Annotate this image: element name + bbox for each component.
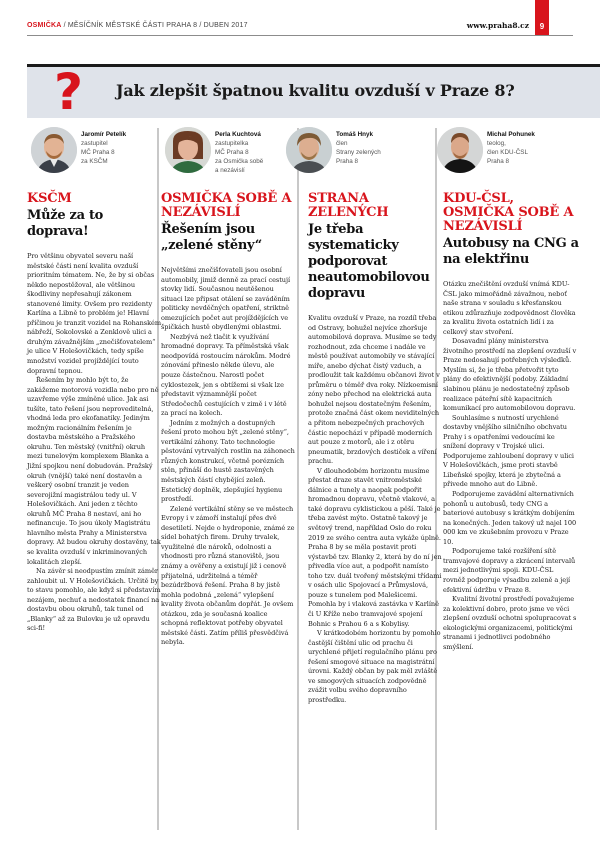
- question-title: Jak zlepšit špatnou kvalitu ovzduší v Praze 8?: [116, 81, 515, 100]
- author-info: [81, 130, 126, 166]
- author-info: [336, 130, 381, 166]
- article-headline: Je třeba systematicky podporovat neautomobilovou dopravu: [308, 222, 430, 301]
- author-role: MČ Praha 8: [215, 149, 249, 156]
- portrait-photo-icon: [437, 127, 483, 173]
- avatar: [165, 127, 211, 173]
- author-name: Perla Kuchtová: [215, 131, 261, 138]
- publication-line: [27, 22, 248, 29]
- paragraph: Souhlasíme s nutností urychlené dostavby vnějšího silničního obchvatu Prahy i s opatřeními vedoucími ke snížení dopravy v Trojské ulici. Podporujeme zahloubení dopravy v ulici V Holešovičkách, jsme proti stavbě Libeňské spojky, která je zbytečná a přivede mnoho aut do Libně.: [443, 413, 574, 489]
- paragraph: Otázku znečištění ovzduší vnímá KDU-ČSL jako mimořádně závažnou, neboť naše strana v souladu s křesťanskou etikou zdůrazňuje zodpovědnost člověka za kvalitu života ostatních lidí i za celkový stav stvoření.: [443, 280, 576, 336]
- author-role: a nezávislí: [215, 167, 245, 174]
- portrait-photo-icon: [286, 127, 332, 173]
- article-body: [161, 266, 299, 648]
- portrait-photo-icon: [31, 127, 77, 173]
- author-block: [443, 122, 581, 190]
- article-headline: Řešením jsou „zelené stěny“: [161, 222, 262, 253]
- paragraph: Na závěr si neodpustím zmínit záměr zahloubit ul. V Holešovičkách. Určitě by to stavu pomohlo, ale když si představím nezájem, nechuť a nedostatek financí na dostavbu obou okruhů, tak tunel od „Blanky“ až za Bulovku je už opravdu sci-fi!: [27, 567, 161, 633]
- opinion-column-strana-zelenych: [308, 122, 446, 832]
- party-name: KSČM: [27, 191, 72, 206]
- author-role: Strany zelených: [336, 149, 381, 156]
- article-body: [27, 252, 165, 634]
- paragraph: Nezbývá než tlačit k využívání hromadné dopravy. Ta příměstská však neodpovídá rostoucím nárokům. Modré zónování přineslo někde úlevu, ale pouze částečnou. Narostl počet cyklostezek, jen s obtížemi si však lze představit významnější počet Středočechů cestujících v zimě i v létě za prací na kolech.: [161, 332, 291, 418]
- author-role: teolog,: [487, 140, 506, 147]
- author-role: Praha 8: [487, 158, 510, 165]
- author-info: [215, 130, 263, 175]
- article-headline: Autobusy na CNG a na elektřinu: [443, 236, 579, 267]
- author-block: [161, 122, 299, 190]
- paragraph: Kvalitní životní prostředí považujeme za kolektivní dobro, proto jsme ve věci zlepšení ovzduší ochotni spolupracovat s ekologickými organizacemi, politickými stranami i jednotlivci podobného smýšlení.: [443, 595, 577, 651]
- author-name: Michal Pohunek: [487, 131, 535, 138]
- party-name: KDU-ČSL, OSMIČKA SOBĚ A NEZÁVISLÍ: [443, 191, 574, 234]
- avatar: [437, 127, 483, 173]
- paragraph: Kvalitu ovzduší v Praze, na rozdíl třeba od Ostravy, bohužel nejvíce zhoršuje automobilová doprava. Musíme se tedy rozhodnout, zda chceme i nadále ve městě používat automobily ve stávající míře, anebo dýchat čistý vzduch, a prodloužit tak každému občanovi život v průměru o téměř dva roky. Nízkoemisní zóny nebo přechod na elektrická auta bohužel nejsou dostatečným řešením, protože značná část okem neviditelných a přitom nebezpečných prachových částic nepochází v případě moderních aut pouze z motorů, ale i z otěru pneumatik, brzdových destiček a víření prachu.: [308, 314, 440, 466]
- paragraph: Dosavadní plány ministerstva životního prostředí na zlepšení ovzduší v Praze nedosahují potřebných výsledků. Myslím si, že je třeba přetvořit tyto plány do efektivnější podoby. Základní slabinou plánu je nedostatečný způsob realizace páteřní sítě kapacitních komunikací pro automobilovou dopravu.: [443, 337, 577, 413]
- author-role: za Osmička sobě: [215, 158, 264, 165]
- avatar: [286, 127, 332, 173]
- article-headline: Může za to doprava!: [27, 208, 104, 239]
- party-name: OSMIČKA SOBĚ A NEZÁVISLÍ: [161, 191, 292, 220]
- author-role: Praha 8: [336, 158, 359, 165]
- paragraph: Podporujeme zavádění alternativních pohonů u autobusů, tedy CNG a bateriové autobusy s krátkým dobíjením na konečných. Jeden takový už najel 100 000 km ve zkušebním provozu v Praze 10.: [443, 490, 577, 546]
- author-block: [27, 122, 165, 190]
- portrait-photo-icon: [165, 127, 211, 173]
- author-role: člen KDU-ČSL: [487, 149, 528, 156]
- opinion-column-kscm: [27, 122, 165, 832]
- paragraph: Největšími znečišťovateli jsou osobní automobily, jimiž denně za prací cestují stovky lidí. Současnou neutěšenou situaci lze připsat otálení se zaváděním politicky nevděčných opatření, striktně omezujících počet aut projíždějících ve špičkách hustě obydlenými oblastmi.: [161, 266, 290, 332]
- brand-name: OSMIČKA: [27, 22, 62, 29]
- author-role: zastupitelka: [215, 140, 249, 147]
- question-mark-icon: ?: [54, 63, 84, 121]
- article-body: [443, 280, 581, 652]
- author-role: za KSČM: [81, 158, 108, 165]
- author-name: Tomáš Hnyk: [336, 131, 373, 138]
- article-body: [308, 314, 446, 705]
- author-role: MČ Praha 8: [81, 149, 115, 156]
- page-header: [27, 0, 573, 36]
- opinion-column-kdu-csl: [443, 122, 581, 832]
- author-block: [308, 122, 446, 190]
- paragraph: Jedním z možných a dostupných řešení proto mohou být „zelené stěny“, vertikální záhony. Tato technologie pěstování vytrvalých rostlin na záhonech různých konstrukcí, včetně porézních stěn, přináší do hustě zastavěných městských částí chybějící zeleň. Estetický doplněk, zlepšující hygienu prostředí.: [161, 418, 295, 504]
- website-link[interactable]: www.praha8.cz: [466, 21, 529, 30]
- author-name: Jaromír Petelík: [81, 131, 127, 138]
- paragraph: Pro většinu obyvatel severu naší městské části není kvalita ovzduší prioritním tématem. Ne, že by si občas někdo nepostěžoval, ale většinou škodliviny nepřesahují zákonem stanovené limity. Ovšem pro rezidenty Karlína a Libně to problém je! Hlavní příčinou je tranzit vozidel na Rohanském nábřeží, Sokolovské a Zenklově ulici a druhým závažnějším „znečišťovatelem“ je ulice V Holešovičkách, tedy spíše množství vozidel projíždějící touto dopravní tepnou.: [27, 252, 161, 375]
- author-info: [487, 130, 535, 166]
- opinion-column-osmicka: [161, 122, 299, 832]
- paragraph: V krátkodobém horizontu by pomohlo častější čištění ulic od prachu či urychlené přijetí regulačního plánu pro řešení smogové situace na magistrátní úrovni. Každý občan by pak měl zvláště ve smogových situacích zodpovědně zvážit volbu svého dopravního prostředku.: [308, 629, 441, 704]
- question-banner: [27, 63, 600, 121]
- author-role: člen: [336, 140, 348, 147]
- paragraph: V dlouhodobém horizontu musíme přestat draze stavět vnitroměstské dálnice a tunely a naopak podpořit hromadnou dopravu, včetně vlakové, a také dopravu cyklistickou a pěší. Také je třeba zavést mýto. Ostatně takový je světový trend, například Oslo do roku 2019 ze svého centra auta vykáže úplně. Praha 8 by se měla postavit proti výstavbě tzv. Blanky 2, která by do ní jen přivedla více aut, a podpořit namísto toho tzv. duál tvořený městskými třídami v osách ulic Spojovací a Průmyslová, pouze s tunelem pod Malešicemi. Pomohla by i vlaková zastávka v Karlíně či U Kříže nebo tramvajové spojení Bohnic s Prahou 6 a s Kobylisy.: [308, 466, 442, 628]
- opinion-columns: [27, 122, 600, 842]
- author-role: zastupitel: [81, 140, 108, 147]
- party-name: STRANA ZELENÝCH: [308, 191, 389, 220]
- avatar: [31, 127, 77, 173]
- paragraph: Podporujeme také rozšíření sítě tramvajové dopravy a zkrácení intervalů mezi jednotlivými spoji. KDU-ČSL rovněž podporuje výsadbu zeleně a její efektivní údržbu v Praze 8.: [443, 547, 576, 594]
- publication-subtitle: / MĚSÍČNÍK MĚSTSKÉ ČÁSTI PRAHA 8 / DUBEN 2017: [61, 22, 248, 29]
- page-number: 9: [535, 0, 549, 35]
- paragraph: Řešením by mohlo být to, že zakážeme motorová vozidla nebo pro ně uzavřeme výše zmíněné ulice. Jak asi tušíte, tato řešení jsou neproveditelná, vhodná leda pro ekofanatiky. Jediným možným racionálním řešením je dostavba městského a Pražského okruhu. Ten městský (vnitřní) okruh mezi tunelovým komplexem Blanka a Jižní spojkou není dobudován. Pražský okruh (vnější) také není dostavěn a veškerý osobní tranzit je veden severojižní magistrálou tedy ul. V Holešovičkách. Ani jeden z těchto okruhů MČ Praha 8 nestaví, ani ho nefinancuje. To jsou úkoly Magistrátu hlavního města Prahy a Ministerstva dopravy. Až budou okruhy dostavěny, tak se kvalita ovzduší v inkriminovaných lokalitách zlepší.: [27, 376, 161, 566]
- paragraph: Zelené vertikální stěny se ve městech Evropy i v zámoří instalují přes dvě desetiletí. Nejde o hydroponie, známé ze sídel bohatých firem. Druhy trvalek, využitelné dle nároků, odolnosti a vhodnosti pro různá stanoviště, jsou známy a ověřeny a existují již i cenově přijatelná, udržitelná a téměř bezúdržbová řešení. Praha 8 by jistě mohla podobná „zelená“ vylepšení kvality života občanům dopřát. Je ovšem otázkou, zda je současná koalice schopná reflektovat potřeby obyvatel městské části. Zatím příliš přesvědčivá nebyla.: [161, 504, 295, 647]
